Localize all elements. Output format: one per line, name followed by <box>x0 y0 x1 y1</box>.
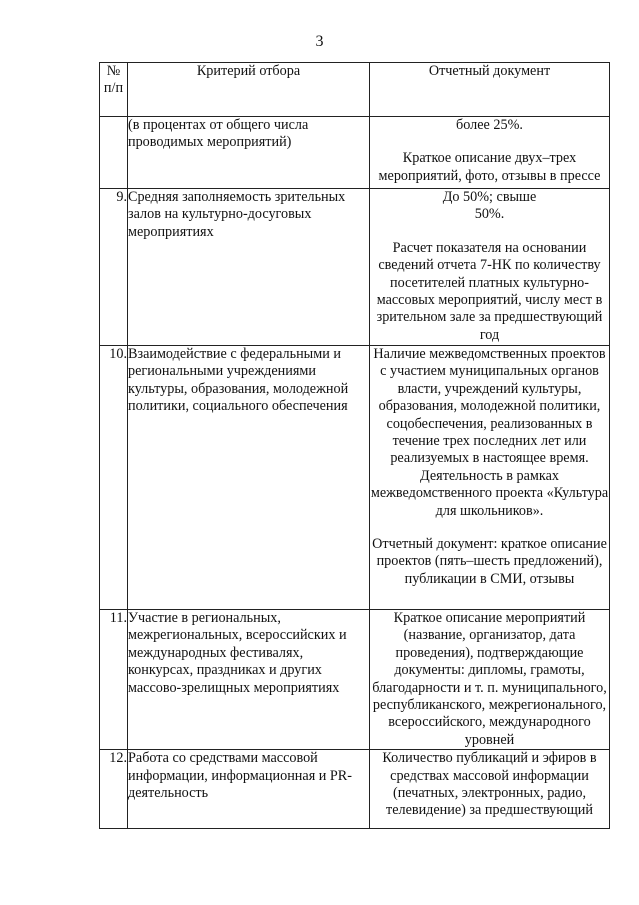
row-criterion: Средняя заполняемость зрительных залов на культурно-досуговых мероприятиях <box>128 189 370 346</box>
header-document: Отчетный документ <box>370 63 610 117</box>
row-number: 9. <box>100 189 128 346</box>
document-text: Отчетный документ: краткое описание проектов (пять–шесть предложений), публикации в СМИ, отзывы <box>372 536 607 587</box>
document-text: Расчет показателя на основании сведений отчета 7-НК по количеству посетителей платных культурно-массовых мероприятий, числу мест в зрительном зале за предшествующий год <box>376 239 603 343</box>
row-criterion: Работа со средствами массовой информации, информационная и PR-деятельность <box>128 750 370 829</box>
row-number: 12. <box>100 750 128 829</box>
row-document <box>370 346 610 610</box>
criteria-table <box>99 62 610 829</box>
row-criterion: Взаимодействие с федеральными и региональными учреждениями культуры, образования, молодежной политики, социального обеспечения <box>128 346 370 610</box>
table-row <box>100 346 610 610</box>
header-criterion: Критерий отбора <box>128 63 370 117</box>
table-row <box>100 610 610 750</box>
row-criterion: (в процентах от общего числа проводимых мероприятий) <box>128 117 370 189</box>
header-number <box>100 63 128 117</box>
header-number-symbol: № <box>106 63 121 79</box>
document-text: До 50%; свыше 50%. <box>442 189 537 223</box>
row-document <box>370 117 610 189</box>
document-text: Краткое описание двух–трех мероприятий, фото, отзывы в прессе <box>378 150 601 184</box>
table-row <box>100 117 610 189</box>
row-document <box>370 610 610 750</box>
row-number: 10. <box>100 346 128 610</box>
document-text: Наличие межведомственных проектов с участием муниципальных органов власти, учреждений культуры, образования, молодежной политики, соцобеспечения, реализованных в течение трех последних лет или реализуемых в настоящее время. Деятельность в рамках межведомственного проекта «Культура для школьников». <box>370 346 609 519</box>
row-document <box>370 189 610 346</box>
row-number <box>100 117 128 189</box>
table-header-row <box>100 63 610 117</box>
table-row <box>100 750 610 829</box>
document-text: Краткое описание мероприятий (название, организатор, дата проведения), подтверждающие документы: дипломы, грамоты, благодарности и т. п. муниципального, республиканского, межрегионального, всероссийского, международного уровней <box>372 610 607 748</box>
document-text: более 25%. <box>456 117 523 133</box>
row-criterion: Участие в региональных, межрегиональных, всероссийских и международных фестивалях, конкурсах, праздниках и других массово-зрелищных мероприятиях <box>128 610 370 750</box>
document-text: Количество публикаций и эфиров в средствах массовой информации (печатных, электронных, радио, телевидение) за предшествующий <box>382 750 597 819</box>
page-number: 3 <box>315 33 324 50</box>
row-document <box>370 750 610 829</box>
header-number-abbr: п/п <box>103 80 124 96</box>
table-row <box>100 189 610 346</box>
row-number: 11. <box>100 610 128 750</box>
